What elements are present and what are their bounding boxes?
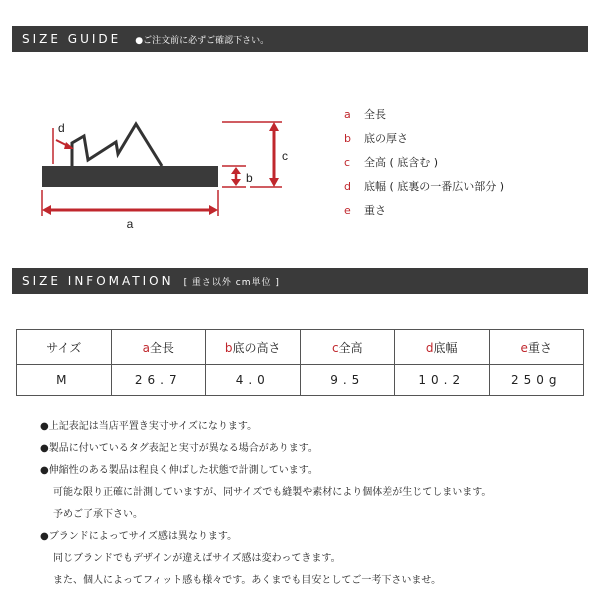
size-table <box>16 329 584 396</box>
note-item: また、個人によってフィット感も様々です。あくまでも目安としてご一考下さいませ。 <box>53 575 442 586</box>
dim-a-arrow-left <box>42 205 51 215</box>
size-guide-header <box>12 26 588 52</box>
cell-weight: 250g <box>489 365 584 396</box>
size-info-header <box>12 268 588 294</box>
legend-item-e: e 重さ <box>344 204 386 217</box>
notes-list <box>40 416 491 592</box>
sandal-measurement-diagram <box>36 110 296 240</box>
sandal-strap <box>72 124 162 166</box>
cell-sole-height: 4.0 <box>206 365 301 396</box>
th-size: サイズ <box>17 330 112 365</box>
note-item: ●ブランドによってサイズ感は異なります。 <box>40 531 238 542</box>
note-item: ●製品に付いているタグ表記と実寸が異なる場合があります。 <box>40 443 318 454</box>
dim-d-label: d <box>58 121 65 135</box>
legend-item-b: b 底の厚さ <box>344 132 408 145</box>
size-guide-note: ●ご注文前に必ずご確認下さい。 <box>135 35 270 46</box>
legend-item-a: a 全長 <box>344 108 386 121</box>
legend-item-d: d 底幅 ( 底裏の一番広い部分 ) <box>344 180 505 193</box>
dim-a-label: a <box>126 217 134 231</box>
dim-b-arrow-down <box>231 179 241 186</box>
measurement-legend <box>344 106 504 226</box>
sandal-sole <box>42 166 218 187</box>
dim-c-label: c <box>282 149 288 163</box>
table-header-row <box>17 330 584 365</box>
th-weight: e重さ <box>489 330 584 365</box>
note-item: ●伸縮性のある製品は程良く伸ばした状態で計測しています。 <box>40 465 318 476</box>
cell-total-height: 9.5 <box>300 365 395 396</box>
note-item: ●上記表記は当店平置き実寸サイズになります。 <box>40 421 258 432</box>
th-sole-width: d底幅 <box>395 330 490 365</box>
cell-size: M <box>17 365 112 396</box>
note-item: 予めご了承下さい。 <box>53 509 143 520</box>
size-guide-title: SIZE GUIDE <box>22 32 122 46</box>
note-item: 可能な限り正確に計測していますが、同サイズでも縫製や素材により個体差が生じてしまいます。 <box>53 487 492 498</box>
size-info-title: SIZE INFOMATION <box>22 274 174 288</box>
table-row <box>17 365 584 396</box>
dim-a-arrow-right <box>209 205 218 215</box>
dim-c-arrow-up <box>269 122 279 131</box>
size-info-note: [ 重さ以外 cm単位 ] <box>183 277 280 288</box>
th-total-height: c全高 <box>300 330 395 365</box>
cell-sole-width: 10.2 <box>395 365 490 396</box>
th-sole-height: b底の高さ <box>206 330 301 365</box>
th-length: a全長 <box>111 330 206 365</box>
legend-item-c: c 全高 ( 底含む ) <box>344 156 439 169</box>
dim-c-arrow-down <box>269 178 279 187</box>
cell-length: 26.7 <box>111 365 206 396</box>
dim-b-label: b <box>246 171 253 185</box>
note-item: 同じブランドでもデザインが違えばサイズ感は変わってきます。 <box>53 553 341 564</box>
dim-b-arrow-up <box>231 167 241 174</box>
